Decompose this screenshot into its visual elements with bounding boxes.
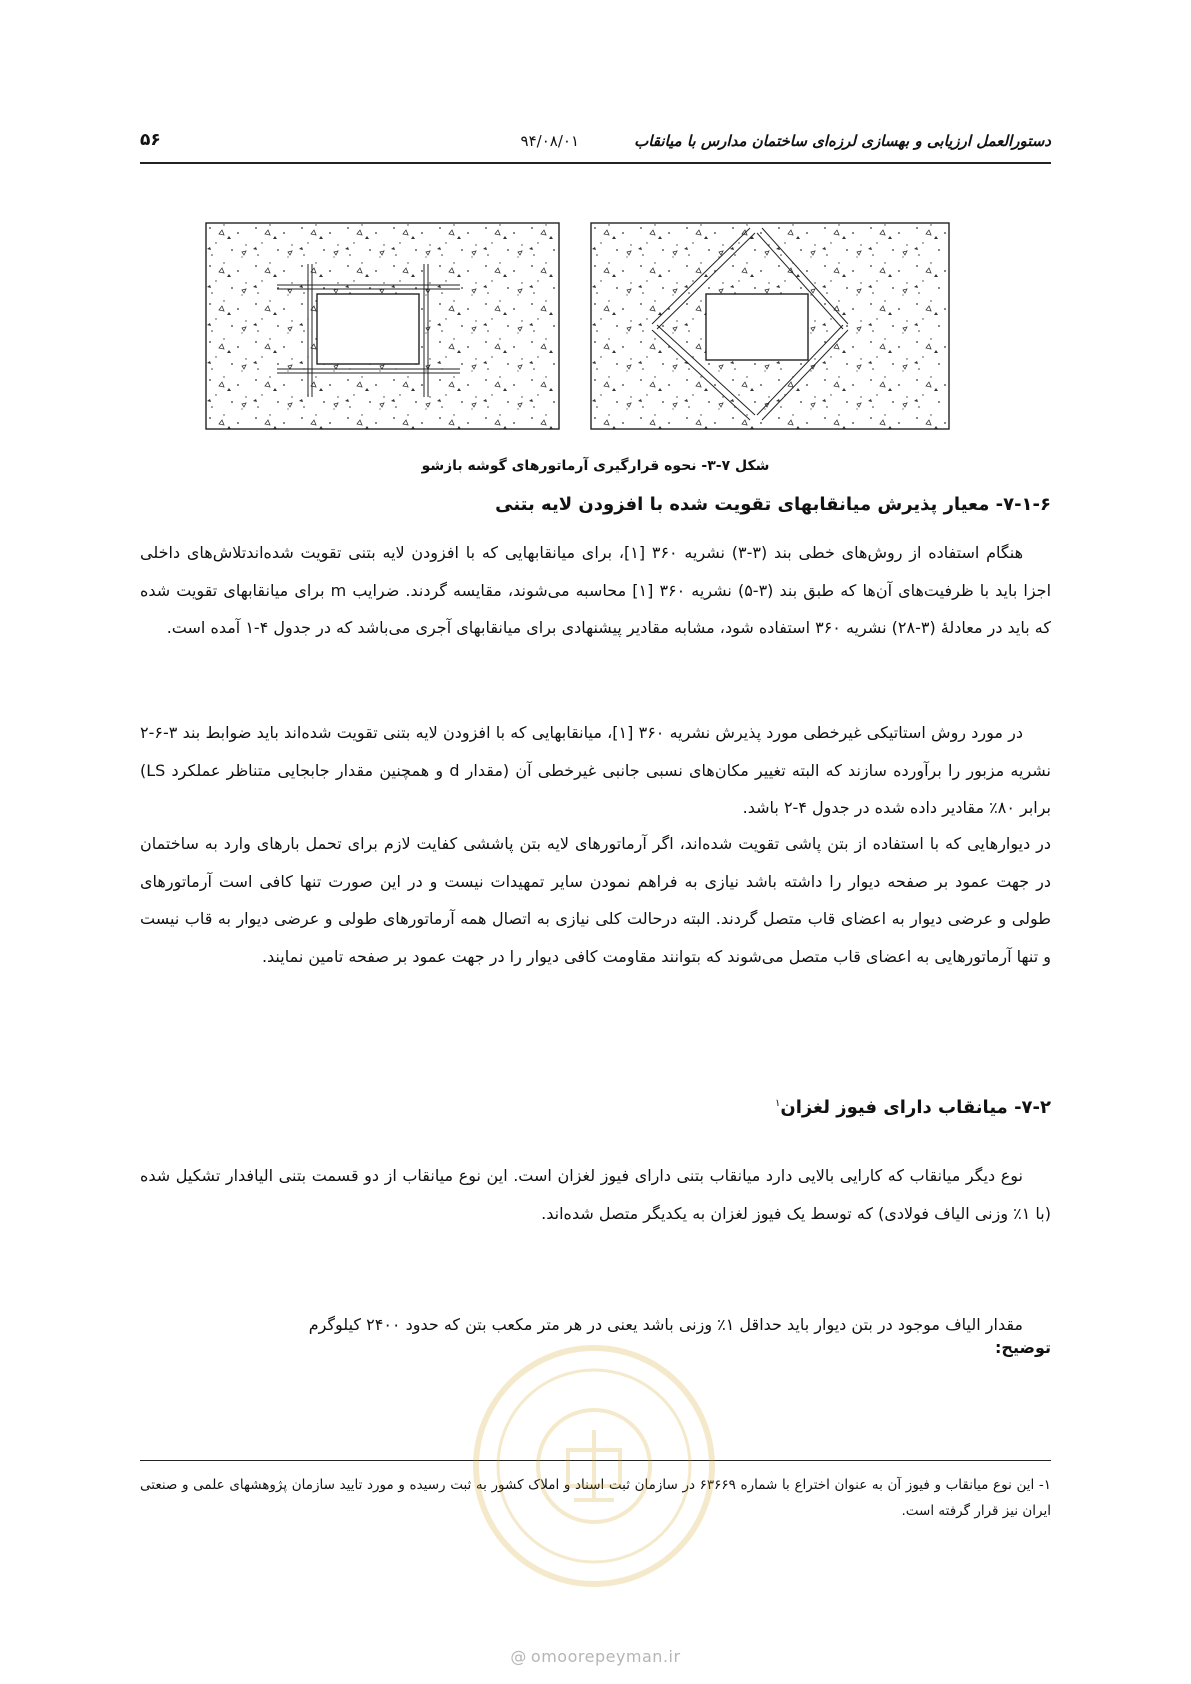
footnote: ۱- این نوع میانقاب و فیوز آن به عنوان اختراع با شماره ۶۳۶۶۹ در سازمان ثبت اسناد و املاک کشور به ثبت رسیده و مورد تایید سازمان پژوهشهای علمی و صنعتی ایران نیز قرار گرفته است.	[140, 1477, 1051, 1519]
section-heading-7-2	[140, 1097, 1051, 1118]
paragraph-nonlinear-static: در مورد روش استاتیکی غیرخطی مورد پذیرش نشریه ۳۶۰ [۱]، میانقابهایی که با افزودن لایه بتنی تقویت شده‌اند باید ضوابط بند ۳-۶-۲ نشریه مزبور را برآورده سازند که البته تغییر مکان‌های نسبی جانبی غیرخطی آن (مقدار d و همچنین مقدار جابجایی متناظر عملکرد LS) برابر ۸۰٪ مقادیر داده شده در جدول ۴-۲ باشد.	[140, 723, 1052, 817]
paragraph-linear-methods: هنگام استفاده از روش‌های خطی بند (۳-۳) نشریه ۳۶۰ [۱]، برای میانقابهایی که با افزودن لایه بتنی تقویت شده‌اندتلاش‌های داخلی اجزا باید با ظرفیت‌های آن‌ها که طبق بند (۳-۵) نشریه ۳۶۰ [۱] محاسبه می‌شوند، مقایسه گردند. ضرایب m برای میانقابهای تقویت شده که باید در معادلهٔ (۳-۲۸) نشریه ۳۶۰ استفاده شود، مشابه مقادیر پیشنهادی برای میانقابهای آجری می‌باشد که در جدول ۴-۱ آمده است.	[140, 543, 1052, 637]
header-date: ۹۴/۰۸/۰۱	[520, 132, 579, 150]
page-number: ۵۶	[140, 130, 161, 150]
diagonal-rebar-diagram	[590, 222, 950, 430]
section-heading-7-1-6: ۷-۱-۶- معیار پذیرش میانقابهای تقویت شده با افزودن لایه بتنی	[495, 494, 1051, 515]
figure-opening-rebar	[205, 222, 1000, 447]
watermark-site-text: omoorepeyman.ir	[530, 1647, 681, 1666]
watermark-site	[0, 1647, 1191, 1666]
paragraph-shotcrete-walls: در دیوارهایی که با استفاده از بتن پاشی تقویت شده‌اند، اگر آرماتورهای لایه بتن پاششی کفایت لازم برای تحمل بارهای وارد به ساختمان در جهت عمود بر صفحه دیوار را داشته باشد نیازی به فراهم نمودن سایر تمهیدات نیست و در این صورت تنها کافی است آرماتورهای طولی و عرضی دیوار به اعضای قاب متصل گردند. البته درحالت کلی نیازی به اتصال همه آرماتورهای طولی و عرضی دیوار به قاب نیست و تنها آرماتورهایی به اعضای قاب متصل می‌شوند که بتوانند مقاومت کافی دیوار را در جهت عمود بر صفحه تامین نمایند.	[140, 834, 1051, 966]
note-heading: توضیح:	[995, 1338, 1051, 1357]
footnote-reference: ۱	[774, 1098, 781, 1109]
header-title: دستورالعمل ارزیابی و بهسازی لرزه‌ای ساختمان مدارس با میانقاب	[634, 132, 1051, 150]
paragraph-sliding-fuse: نوع دیگر میانقاب که کارایی بالایی دارد میانقاب بتنی دارای فیوز لغزان است. این نوع میانقاب از دو قسمت بتنی الیافدار تشکیل شده (با ۱٪ وزنی الیاف فولادی) که توسط یک فیوز لغزان به یکدیگر متصل شده‌اند.	[140, 1166, 1051, 1223]
figure-caption: شکل ۷-۳- نحوه قرارگیری آرماتورهای گوشه بازشو	[421, 458, 770, 474]
note-text: مقدار الیاف موجود در بتن دیوار باید حداقل ۱٪ وزنی باشد یعنی در هر متر مکعب بتن که حدود ۲۴۰۰ کیلوگرم	[308, 1315, 1023, 1334]
header-divider	[140, 162, 1051, 164]
section-heading-7-2-text: ۷-۲- میانقاب دارای فیوز لغزان	[780, 1097, 1051, 1118]
orthogonal-rebar-diagram	[205, 222, 560, 430]
watermark-seal	[468, 1340, 720, 1592]
at-icon: @	[510, 1647, 527, 1666]
